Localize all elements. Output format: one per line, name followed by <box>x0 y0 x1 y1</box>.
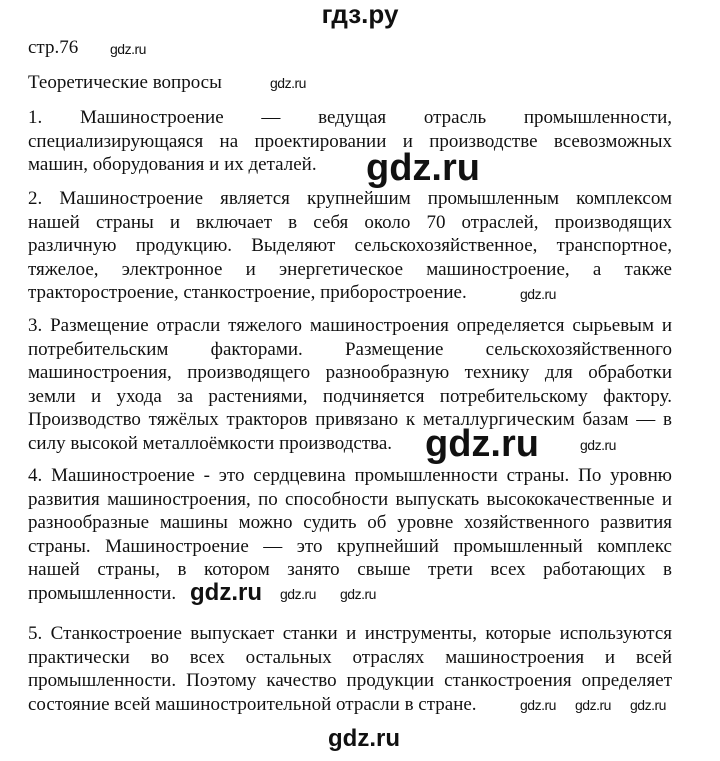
answer-paragraph-2 <box>28 187 672 305</box>
text-line: нашей страны, в котором занято свыше трети всех работающих в <box>28 559 672 580</box>
site-title: гдз.ру <box>321 0 399 29</box>
section-title: Теоретические вопросы <box>28 72 222 93</box>
watermark: gdz.ru <box>520 286 556 302</box>
watermark: gdz.ru <box>520 697 556 713</box>
text-line: нашей страны и включает в себя около 70 отраслей, производящих <box>28 211 672 233</box>
text-line: машиностроения, производящего разнообразную технику для обработки <box>28 362 672 383</box>
text-line: различную продукцию. Выделяют сельскохозяйственное, транспортное, <box>28 235 672 256</box>
watermark: gdz.ru <box>110 41 146 57</box>
watermark: gdz.ru <box>340 586 376 602</box>
watermark-medium: gdz.ru <box>190 579 262 606</box>
answer-paragraph-4 <box>28 464 672 605</box>
text-line: силу высокой металлоёмкости производства. <box>28 432 393 454</box>
text-line: машин, оборудования и их деталей. <box>28 154 317 175</box>
watermark-large: gdz.ru <box>425 423 539 465</box>
text-line: потребительским факторами. Размещение сельскохозяйственного <box>28 338 672 360</box>
text-line: промышленности. Поэтому качество продукции станкостроения определяет <box>28 670 672 691</box>
watermark: gdz.ru <box>575 697 611 713</box>
text-line: промышленности. <box>28 582 177 604</box>
text-line: развития машиностроения, по способности выпускать высококачественные и <box>28 488 672 510</box>
text-line: разнообразные машины можно судить об уровне хозяйственного развития <box>28 512 672 533</box>
text-line: тракторостроение, станкостроение, приборостроение. <box>28 282 467 303</box>
text-line: 2. Машиностроение является крупнейшим промышленным комплексом <box>28 188 672 209</box>
text-line: 1. Машиностроение — ведущая отрасль промышленности, <box>28 107 672 128</box>
text-line: страны. Машиностроение — это крупнейший промышленный комплекс <box>28 535 672 557</box>
answer-paragraph-1 <box>28 106 672 177</box>
text-line: специализирующаяся на проектировании и производстве всевозможных <box>28 130 672 152</box>
text-line: Производство тяжёлых тракторов привязано к металлургическим базам — в <box>28 409 672 430</box>
watermark-large: gdz.ru <box>366 147 480 189</box>
watermark: gdz.ru <box>270 75 306 91</box>
watermark-bottom: gdz.ru <box>328 725 400 752</box>
watermark: gdz.ru <box>630 697 666 713</box>
watermark: gdz.ru <box>580 437 616 453</box>
page-reference: стр.76 <box>28 37 79 58</box>
text-line: 4. Машиностроение - это сердцевина промышленности страны. По уровню <box>28 465 672 486</box>
answer-paragraph-3 <box>28 314 672 455</box>
watermark: gdz.ru <box>280 586 316 602</box>
text-line: 3. Размещение отрасли тяжелого машиностроения определяется сырьевым и <box>28 315 672 336</box>
text-line: земли и ухода за растениями, подчиняется потребительскому фактору. <box>28 385 672 407</box>
text-line: состояние всей машиностроительной отрасли в стране. <box>28 693 477 715</box>
text-line: 5. Станкостроение выпускает станки и инструменты, которые используются <box>28 623 672 644</box>
text-line: практически во всех остальных отраслях машиностроения и всей <box>28 646 672 668</box>
text-line: тяжелое, электронное и энергетическое машиностроение, а также <box>28 258 672 280</box>
